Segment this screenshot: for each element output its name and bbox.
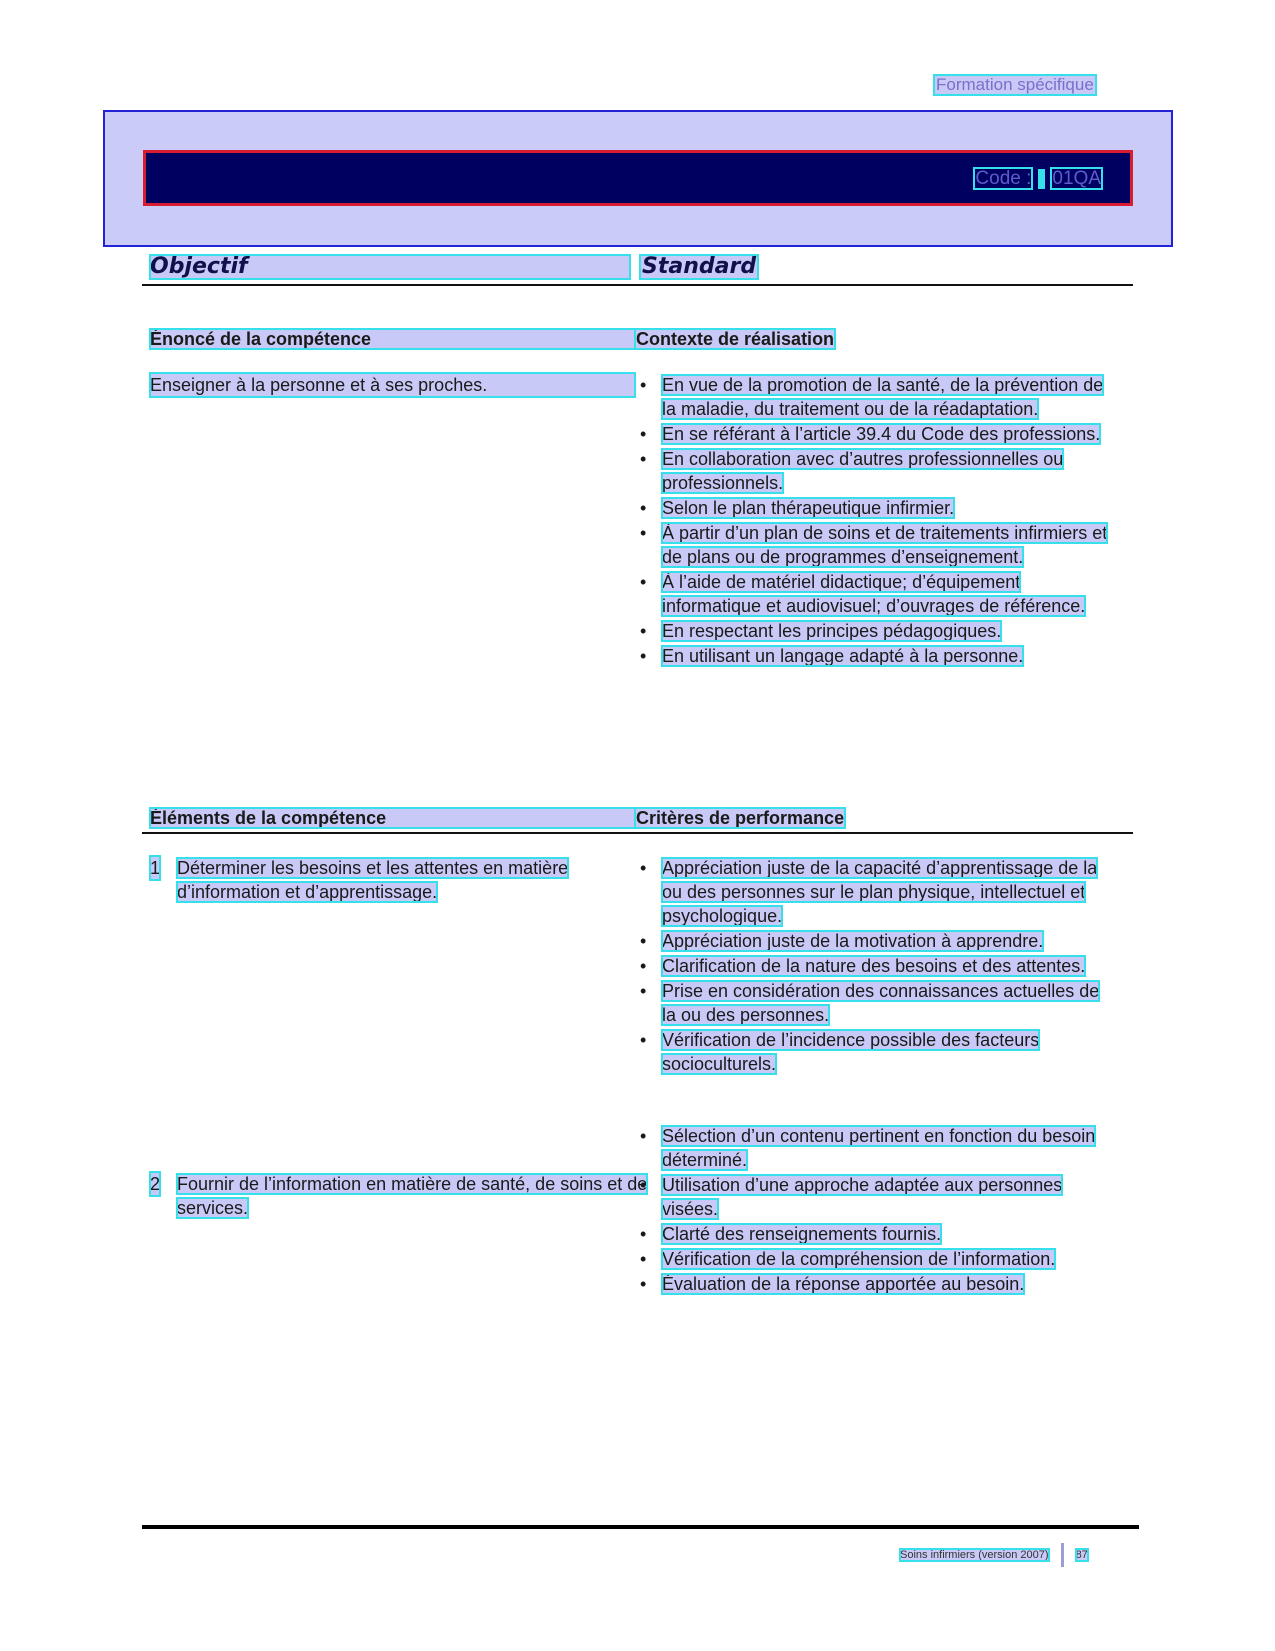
context-list bbox=[640, 373, 1110, 669]
code-separator bbox=[1039, 170, 1044, 188]
heading-rule bbox=[142, 284, 1133, 286]
list-item: • En collaboration avec d’autres professionnelles ou professionnels. bbox=[640, 447, 1110, 495]
header-bar bbox=[143, 150, 1133, 206]
criteria-heading: Critères de performance bbox=[636, 808, 845, 828]
list-item: • En utilisant un langage adapté à la personne. bbox=[640, 644, 1110, 668]
statement-text: Enseigner à la personne et à ses proches. bbox=[150, 373, 635, 397]
element-number: 1 bbox=[150, 858, 161, 878]
footer bbox=[900, 1543, 1088, 1567]
list-item: • À partir d’un plan de soins et de traitements infirmiers et de plans ou de programmes d’enseignement. bbox=[640, 521, 1110, 569]
element-number: 2 bbox=[150, 1174, 161, 1194]
criteria-list-2 bbox=[640, 1124, 1115, 1297]
header-banner bbox=[103, 110, 1173, 247]
list-item: • À l’aide de matériel didactique; d’équipement informatique et audiovisuel; d’ouvrages de référence. bbox=[640, 570, 1110, 618]
element-text: Déterminer les besoins et les attentes en matière d’information et d’apprentissage. bbox=[177, 858, 569, 902]
code-value: 01QA bbox=[1052, 168, 1101, 189]
footer-rule bbox=[142, 1525, 1139, 1529]
footer-separator bbox=[1061, 1543, 1064, 1567]
list-item: • Appréciation juste de la motivation à apprendre. bbox=[640, 929, 1115, 953]
list-item: • Sélection d’un contenu pertinent en fonction du besoin déterminé. bbox=[640, 1124, 1115, 1172]
list-item: • Appréciation juste de la capacité d’apprentissage de la ou des personnes sur le plan physique, intellectuel et psychologique. bbox=[640, 856, 1115, 928]
footer-program: Soins infirmiers (version 2007) bbox=[900, 1548, 1049, 1561]
criteria-list-1 bbox=[640, 856, 1115, 1077]
top-label: Formation spécifique bbox=[936, 75, 1094, 94]
elements-heading: Éléments de la compétence bbox=[150, 808, 635, 828]
code-label: Code : bbox=[975, 168, 1032, 189]
list-item: • Utilisation d’une approche adaptée aux personnes visées. bbox=[640, 1173, 1115, 1221]
standard-heading: Standard bbox=[642, 254, 757, 279]
context-heading: Contexte de réalisation bbox=[636, 329, 835, 349]
list-item: • Prise en considération des connaissances actuelles de la ou des personnes. bbox=[640, 979, 1115, 1027]
element-item-2 bbox=[150, 1172, 652, 1220]
elements-rule bbox=[142, 832, 1133, 834]
element-text: Fournir de l’information en matière de santé, de soins et de services. bbox=[177, 1174, 648, 1218]
list-item: • Clarification de la nature des besoins et des attentes. bbox=[640, 954, 1115, 978]
list-item: • Clarté des renseignements fournis. bbox=[640, 1222, 1115, 1246]
list-item: • Vérification de la compréhension de l’information. bbox=[640, 1247, 1115, 1271]
objectif-heading: Objectif bbox=[150, 255, 630, 279]
code-block bbox=[974, 168, 1102, 190]
list-item: • Évaluation de la réponse apportée au besoin. bbox=[640, 1272, 1115, 1296]
list-item: • En vue de la promotion de la santé, de la prévention de la maladie, du traitement ou de la réadaptation. bbox=[640, 373, 1110, 421]
list-item: • En se référant à l’article 39.4 du Code des professions. bbox=[640, 422, 1110, 446]
list-item: • Vérification de l’incidence possible des facteurs socioculturels. bbox=[640, 1028, 1115, 1076]
statement-heading: Énoncé de la compétence bbox=[150, 329, 635, 349]
page-number: 87 bbox=[1075, 1548, 1088, 1561]
element-item-1 bbox=[150, 856, 647, 904]
list-item: • Selon le plan thérapeutique infirmier. bbox=[640, 496, 1110, 520]
list-item: • En respectant les principes pédagogiques. bbox=[640, 619, 1110, 643]
